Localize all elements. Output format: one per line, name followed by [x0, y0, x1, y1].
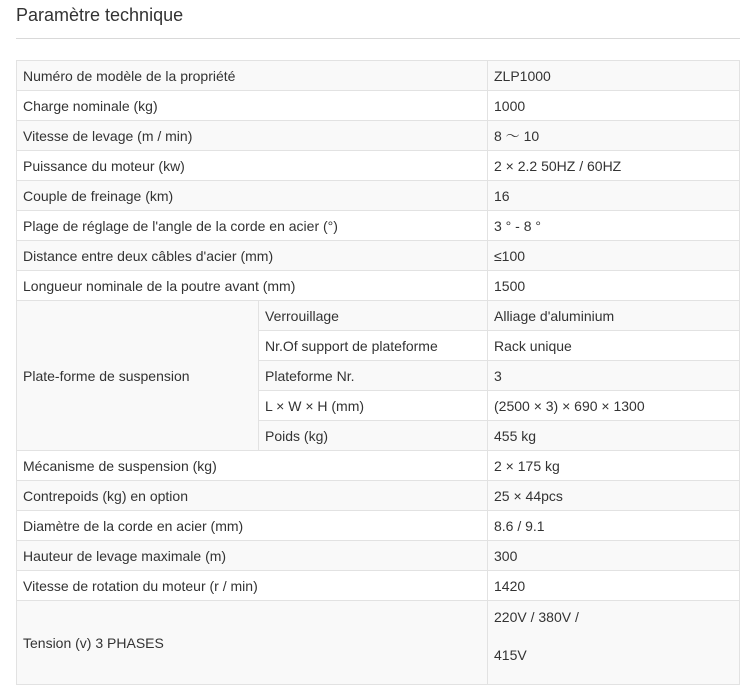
voltage-value-line-1: 220V / 380V /	[494, 609, 579, 625]
table-row	[17, 451, 740, 481]
table-row	[17, 301, 740, 331]
row-label: Hauteur de levage maximale (m)	[17, 541, 488, 571]
sub-row-value: Rack unique	[488, 331, 740, 361]
row-value: 16	[488, 181, 740, 211]
row-value: 1420	[488, 571, 740, 601]
sub-row-label: Nr.Of support de plateforme	[259, 331, 488, 361]
table-row	[17, 151, 740, 181]
row-label: Distance entre deux câbles d'acier (mm)	[17, 241, 488, 271]
row-label: Vitesse de levage (m / min)	[17, 121, 488, 151]
heading-divider	[16, 38, 740, 39]
sub-row-label: L × W × H (mm)	[259, 391, 488, 421]
table-row	[17, 541, 740, 571]
row-value: ≤100	[488, 241, 740, 271]
row-value: 300	[488, 541, 740, 571]
voltage-value-line-2: 415V	[494, 647, 527, 663]
table-row	[17, 91, 740, 121]
row-label: Numéro de modèle de la propriété	[17, 61, 488, 91]
row-label: Contrepoids (kg) en option	[17, 481, 488, 511]
spec-table	[16, 60, 740, 685]
platform-group-label: Plate-forme de suspension	[17, 301, 259, 451]
table-row	[17, 241, 740, 271]
row-value: 3 ° - 8 °	[488, 211, 740, 241]
table-row	[17, 601, 740, 685]
sub-row-label: Verrouillage	[259, 301, 488, 331]
row-value: 25 × 44pcs	[488, 481, 740, 511]
row-value: 1500	[488, 271, 740, 301]
section-heading: Paramètre technique	[16, 5, 184, 25]
row-label: Diamètre de la corde en acier (mm)	[17, 511, 488, 541]
sub-row-label: Poids (kg)	[259, 421, 488, 451]
row-value	[488, 601, 740, 685]
row-value: 1000	[488, 91, 740, 121]
table-row	[17, 121, 740, 151]
row-label: Plage de réglage de l'angle de la corde en acier (°)	[17, 211, 488, 241]
table-row	[17, 481, 740, 511]
row-label: Couple de freinage (km)	[17, 181, 488, 211]
row-value: 8 ～ 10	[488, 121, 740, 151]
sub-row-value: (2500 × 3) × 690 × 1300	[488, 391, 740, 421]
sub-row-value: 3	[488, 361, 740, 391]
sub-row-value: Alliage d'aluminium	[488, 301, 740, 331]
table-row	[17, 511, 740, 541]
line-gap	[494, 627, 739, 645]
row-label: Tension (v) 3 PHASES	[17, 601, 488, 685]
row-label: Puissance du moteur (kw)	[17, 151, 488, 181]
row-label: Charge nominale (kg)	[17, 91, 488, 121]
row-label: Mécanisme de suspension (kg)	[17, 451, 488, 481]
row-value: 8.6 / 9.1	[488, 511, 740, 541]
table-row	[17, 61, 740, 91]
row-value: ZLP1000	[488, 61, 740, 91]
table-row	[17, 181, 740, 211]
row-label: Longueur nominale de la poutre avant (mm)	[17, 271, 488, 301]
sub-row-label: Plateforme Nr.	[259, 361, 488, 391]
sub-row-value: 455 kg	[488, 421, 740, 451]
row-label: Vitesse de rotation du moteur (r / min)	[17, 571, 488, 601]
table-row	[17, 211, 740, 241]
table-row	[17, 271, 740, 301]
table-row	[17, 571, 740, 601]
row-value: 2 × 2.2 50HZ / 60HZ	[488, 151, 740, 181]
row-value: 2 × 175 kg	[488, 451, 740, 481]
